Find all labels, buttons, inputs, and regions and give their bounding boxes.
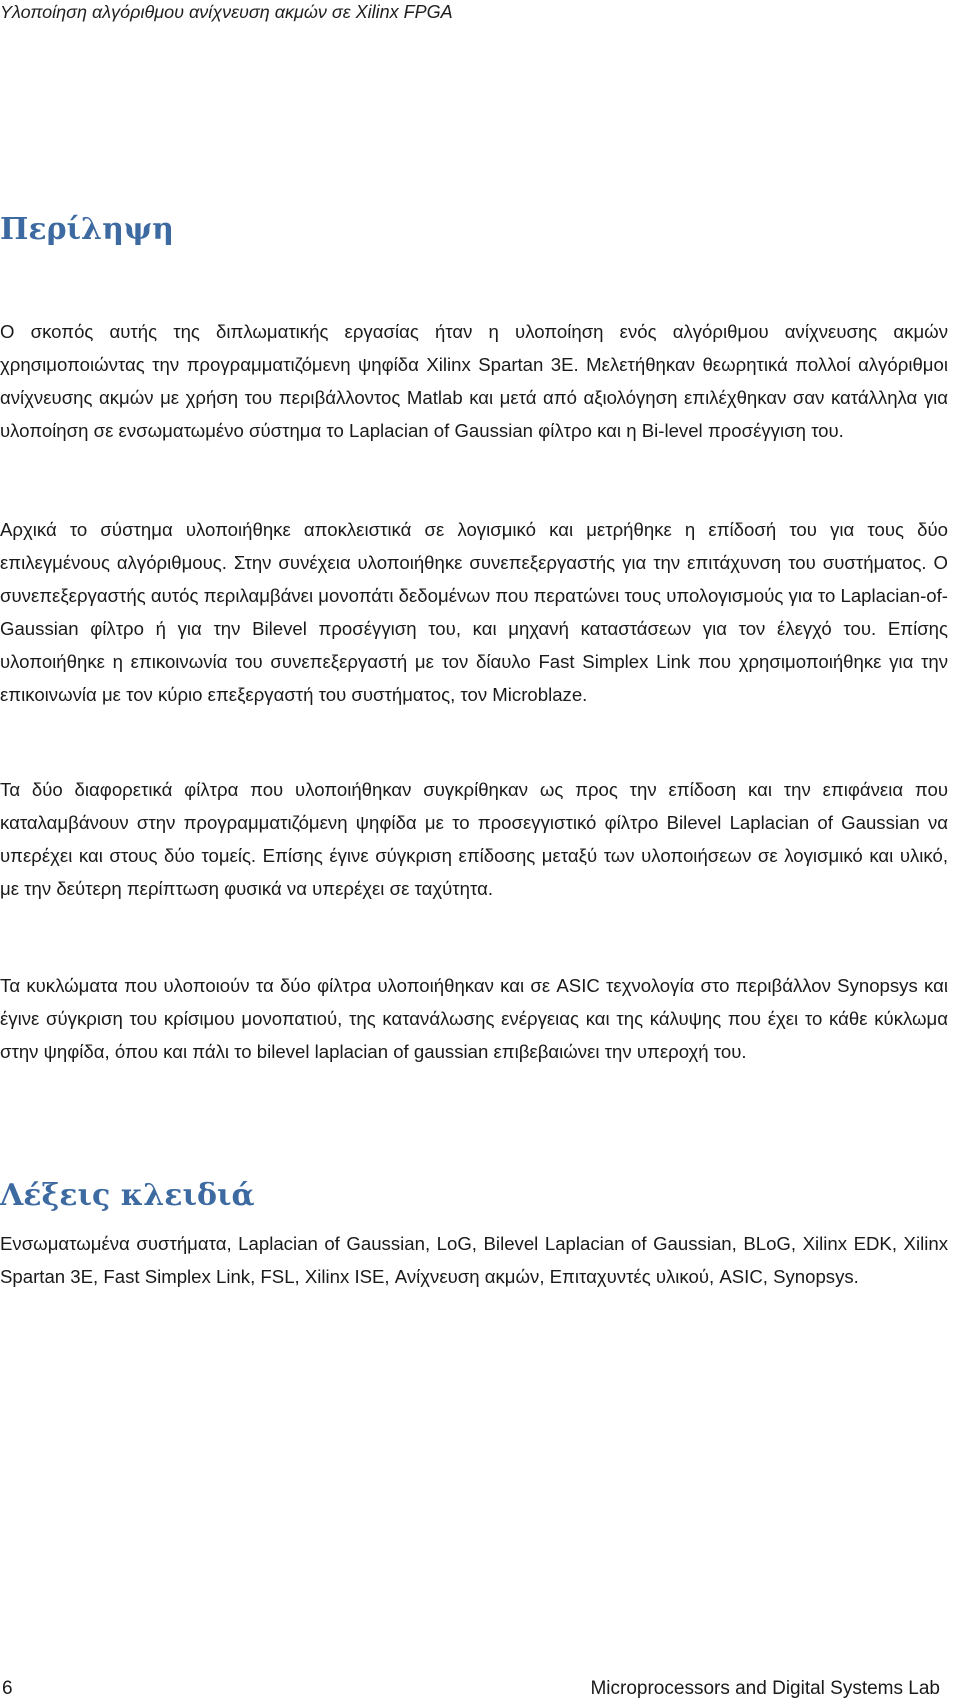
keywords-list: Ενσωματωμένα συστήματα, Laplacian of Gaussian, LoG, Bilevel Laplacian of Gaussian, BLoG, Xilinx EDK, Xilinx Spartan 3E, Fast Simplex Link, FSL, Xilinx ISE, Ανίχνευση ακμών, Επιταχυντές υλικού, ASIC, Synopsys.: [0, 1233, 948, 1287]
abstract-paragraph-4: Τα κυκλώματα που υλοποιούν τα δύο φίλτρα υλοποιήθηκαν και σε ASIC τεχνολογία στο περιβάλλον Synopsys και έγινε σύγκριση του κρίσιμου μονοπατιού, της κατανάλωσης ενέργειας και της κάλυψης που έχει το κάθε κύκλωμα στην ψηφίδα, όπου και πάλι το bilevel laplacian of gaussian επιβεβαιώνει την υπεροχή του.: [0, 975, 948, 1062]
abstract-paragraph-1: Ο σκοπός αυτής της διπλωματικής εργασίας ήταν η υλοποίηση ενός αλγόριθμου ανίχνευσης ακμών χρησιμοποιώντας την προγραμματιζόμενη ψηφίδα Xilinx Spartan 3E. Μελετήθηκαν θεωρητικά πολλοί αλγόριθμοι ανίχνευσης ακμών με χρήση του περιβάλλοντος Matlab και μετά από αξιολόγηση επιλέχθηκαν σαν κατάλληλα για υλοποίηση σε ενσωματωμένο σύστημα το Laplacian of Gaussian φίλτρο και η Bi-level προσέγγιση του.: [0, 321, 948, 441]
abstract-heading: Περίληψη: [0, 212, 174, 247]
footer-lab-name: Microprocessors and Digital Systems Lab: [590, 1678, 940, 1699]
abstract-paragraph-3: Τα δύο διαφορετικά φίλτρα που υλοποιήθηκαν συγκρίθηκαν ως προς την επίδοση και την επιφάνεια που καταλαμβάνουν στην προγραμματιζόμενη ψηφίδα με το προσεγγιστικό φίλτρο Bilevel Laplacian of Gaussian να υπερέχει και στους δύο τομείς. Επίσης έγινε σύγκριση επίδοσης μεταξύ των υλοποιήσεων σε λογισμικό και υλικό, με την δεύτερη περίπτωση φυσικά να υπερέχει σε ταχύτητα.: [0, 779, 948, 899]
running-header-title: Υλοποίηση αλγόριθμου ανίχνευση ακμών σε Xilinx FPGA: [0, 2, 453, 22]
keywords-heading: Λέξεις κλειδιά: [0, 1178, 255, 1213]
abstract-paragraph-2: Αρχικά το σύστημα υλοποιήθηκε αποκλειστικά σε λογισμικό και μετρήθηκε η επίδοσή του για τους δύο επιλεγμένους αλγόριθμους. Στην συνέχεια υλοποιήθηκε συνεπεξεργαστής για την επιτάχυνση του συστήματος. Ο συνεπεξεργαστής αυτός περιλαμβάνει μονοπάτι δεδομένων που περατώνει τους υπολογισμούς για το Laplacian-of-Gaussian φίλτρο ή για την Bilevel προσέγγιση του, και μηχανή καταστάσεων για τον έλεγχό του. Επίσης υλοποιήθηκε η επικοινωνία του συνεπεξεργαστή με τον δίαυλο Fast Simplex Link που χρησιμοποιήθηκε για την επικοινωνία με τον κύριο επεξεργαστή του συστήματος, τον Microblaze.: [0, 519, 948, 705]
page-number: 6: [2, 1678, 13, 1699]
